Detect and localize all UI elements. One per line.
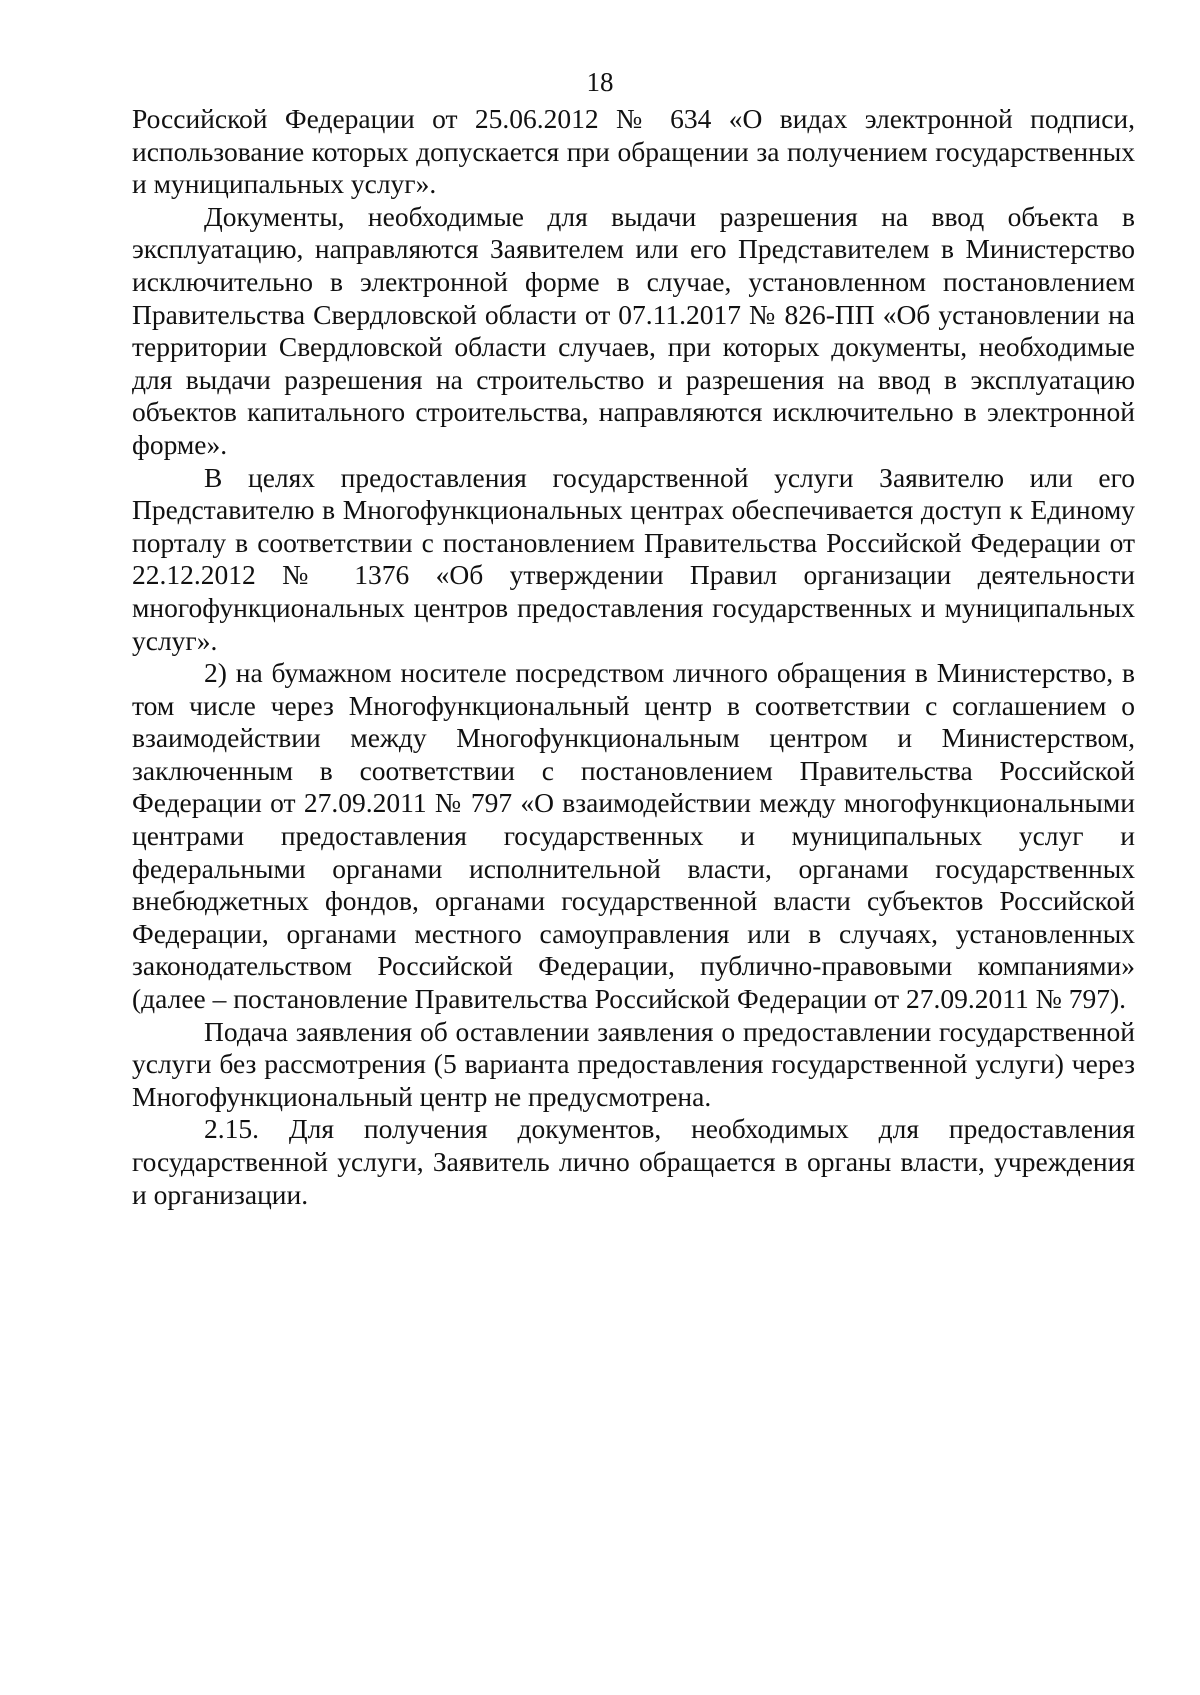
paragraph-paper-submission: 2) на бумажном носителе посредством личного обращения в Министерство, в том числе через Многофункциональный центр в соответствии с соглашением о взаимодействии между Многофункциональным центром и Министерством, заключенным в соответствии с постановлением Правительства Российской Федерации от 27.09.2011 № 797 «О взаимодействии между многофункциональными центрами предоставления государственных и муниципальных услуг и федеральными органами исполнительной власти, органами государственных внебюджетных фондов, органами государственной власти субъектов Российской Федерации, органами местного самоуправления или в случаях, установленных законодательством Российской Федерации, публично-правовыми компаниями» (далее – постановление Правительства Российской Федерации от 27.09.2011 № 797). <box>132 657 1135 1015</box>
paragraph-withdrawal-request: Подача заявления об оставлении заявления о предоставлении государственной услуги без рассмотрения (5 варианта предоставления государственной услуги) через Многофункциональный центр не предусмотрена. <box>132 1015 1135 1112</box>
document-body <box>132 103 1135 1211</box>
paragraph-electronic-documents: Документы, необходимые для выдачи разрешения на ввод объекта в эксплуатацию, направляются Заявителем или его Представителем в Министерство исключительно в электронной форме в случае, установленном постановлением Правительства Свердловской области от 07.11.2017 № 826-ПП «Об установлении на территории Свердловской области случаев, при которых документы, необходимые для выдачи разрешения на строительство и разрешения на ввод в эксплуатацию объектов капитального строительства, направляются исключительно в электронной форме». <box>132 200 1135 460</box>
paragraph-portal-access: В целях предоставления государственной услуги Заявителю или его Представителю в Многофункциональных центрах обеспечивается доступ к Единому порталу в соответствии с постановлением Правительства Российской Федерации от 22.12.2012 № 1376 «Об утверждении Правил организации деятельности многофункциональных центров предоставления государственных и муниципальных услуг». <box>132 461 1135 656</box>
page-number: 18 <box>586 67 614 97</box>
paragraph-continuation: Российской Федерации от 25.06.2012 № 634 «О видах электронной подписи, использование которых допускается при обращении за получением государственных и муниципальных услуг». <box>132 103 1135 200</box>
paragraph-section-2-15: 2.15. Для получения документов, необходимых для предоставления государственной услуги, Заявитель лично обращается в органы власти, учреждения и организации. <box>132 1113 1135 1210</box>
